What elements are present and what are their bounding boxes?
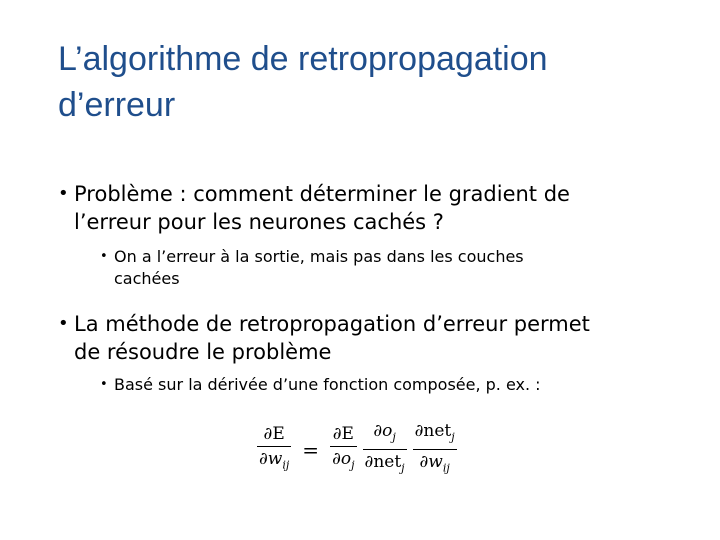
formula-lhs-denominator: $\partial w_{ij}$: [259, 449, 290, 472]
subbullet-output-error: [100, 246, 524, 290]
subbullet-text-line-2: cachées: [114, 269, 180, 288]
fraction-bar: [413, 449, 457, 450]
bullet-method: [58, 310, 590, 366]
formula-fraction-3: [413, 420, 457, 480]
formula-f1-denominator: $\partial o_j$: [332, 449, 355, 472]
bullet-dot: •: [100, 377, 108, 392]
formula-lhs-fraction: [257, 423, 291, 476]
bullet-dot: •: [58, 183, 69, 204]
formula-f1-numerator: ∂E: [332, 424, 354, 445]
formula-f2-numerator: $\partial o_j$: [373, 421, 396, 444]
formula-fraction-2: [363, 420, 407, 480]
bullet-problem: [58, 180, 570, 236]
subbullet-text-line-1: On a l’erreur à la sortie, mais pas dans les couches: [114, 247, 524, 266]
bullet-text-line-2: l’erreur pour les neurones cachés ?: [74, 210, 444, 234]
formula-f2-denominator: ∂net$_j$: [364, 452, 405, 475]
subbullet-text-line-1: Basé sur la dérivée d’une fonction composée, p. ex. :: [114, 375, 541, 394]
bullet-text-line-1: Problème : comment déterminer le gradient de: [74, 182, 570, 206]
bullet-text-line-1: La méthode de retropropagation d’erreur permet: [74, 312, 590, 336]
slide-title-line-1: L’algorithme de retropropagation: [58, 40, 548, 78]
slide-title-line-2: d’erreur: [58, 86, 176, 124]
fraction-bar: [330, 446, 356, 447]
formula-f3-numerator: ∂net$_j$: [414, 421, 455, 444]
chain-rule-formula: [254, 420, 460, 480]
subbullet-chain-rule: [100, 374, 541, 396]
formula-f3-denominator: $\partial w_{ij}$: [419, 452, 450, 475]
formula-fraction-1: [330, 423, 356, 476]
bullet-text-line-2: de résoudre le problème: [74, 340, 332, 364]
bullet-dot: •: [100, 249, 108, 264]
bullet-dot: •: [58, 313, 69, 334]
slide-title: [58, 36, 678, 128]
formula-equals: =: [302, 437, 320, 462]
formula-lhs-numerator: ∂E: [263, 424, 285, 445]
fraction-bar: [257, 446, 291, 447]
fraction-bar: [363, 449, 407, 450]
